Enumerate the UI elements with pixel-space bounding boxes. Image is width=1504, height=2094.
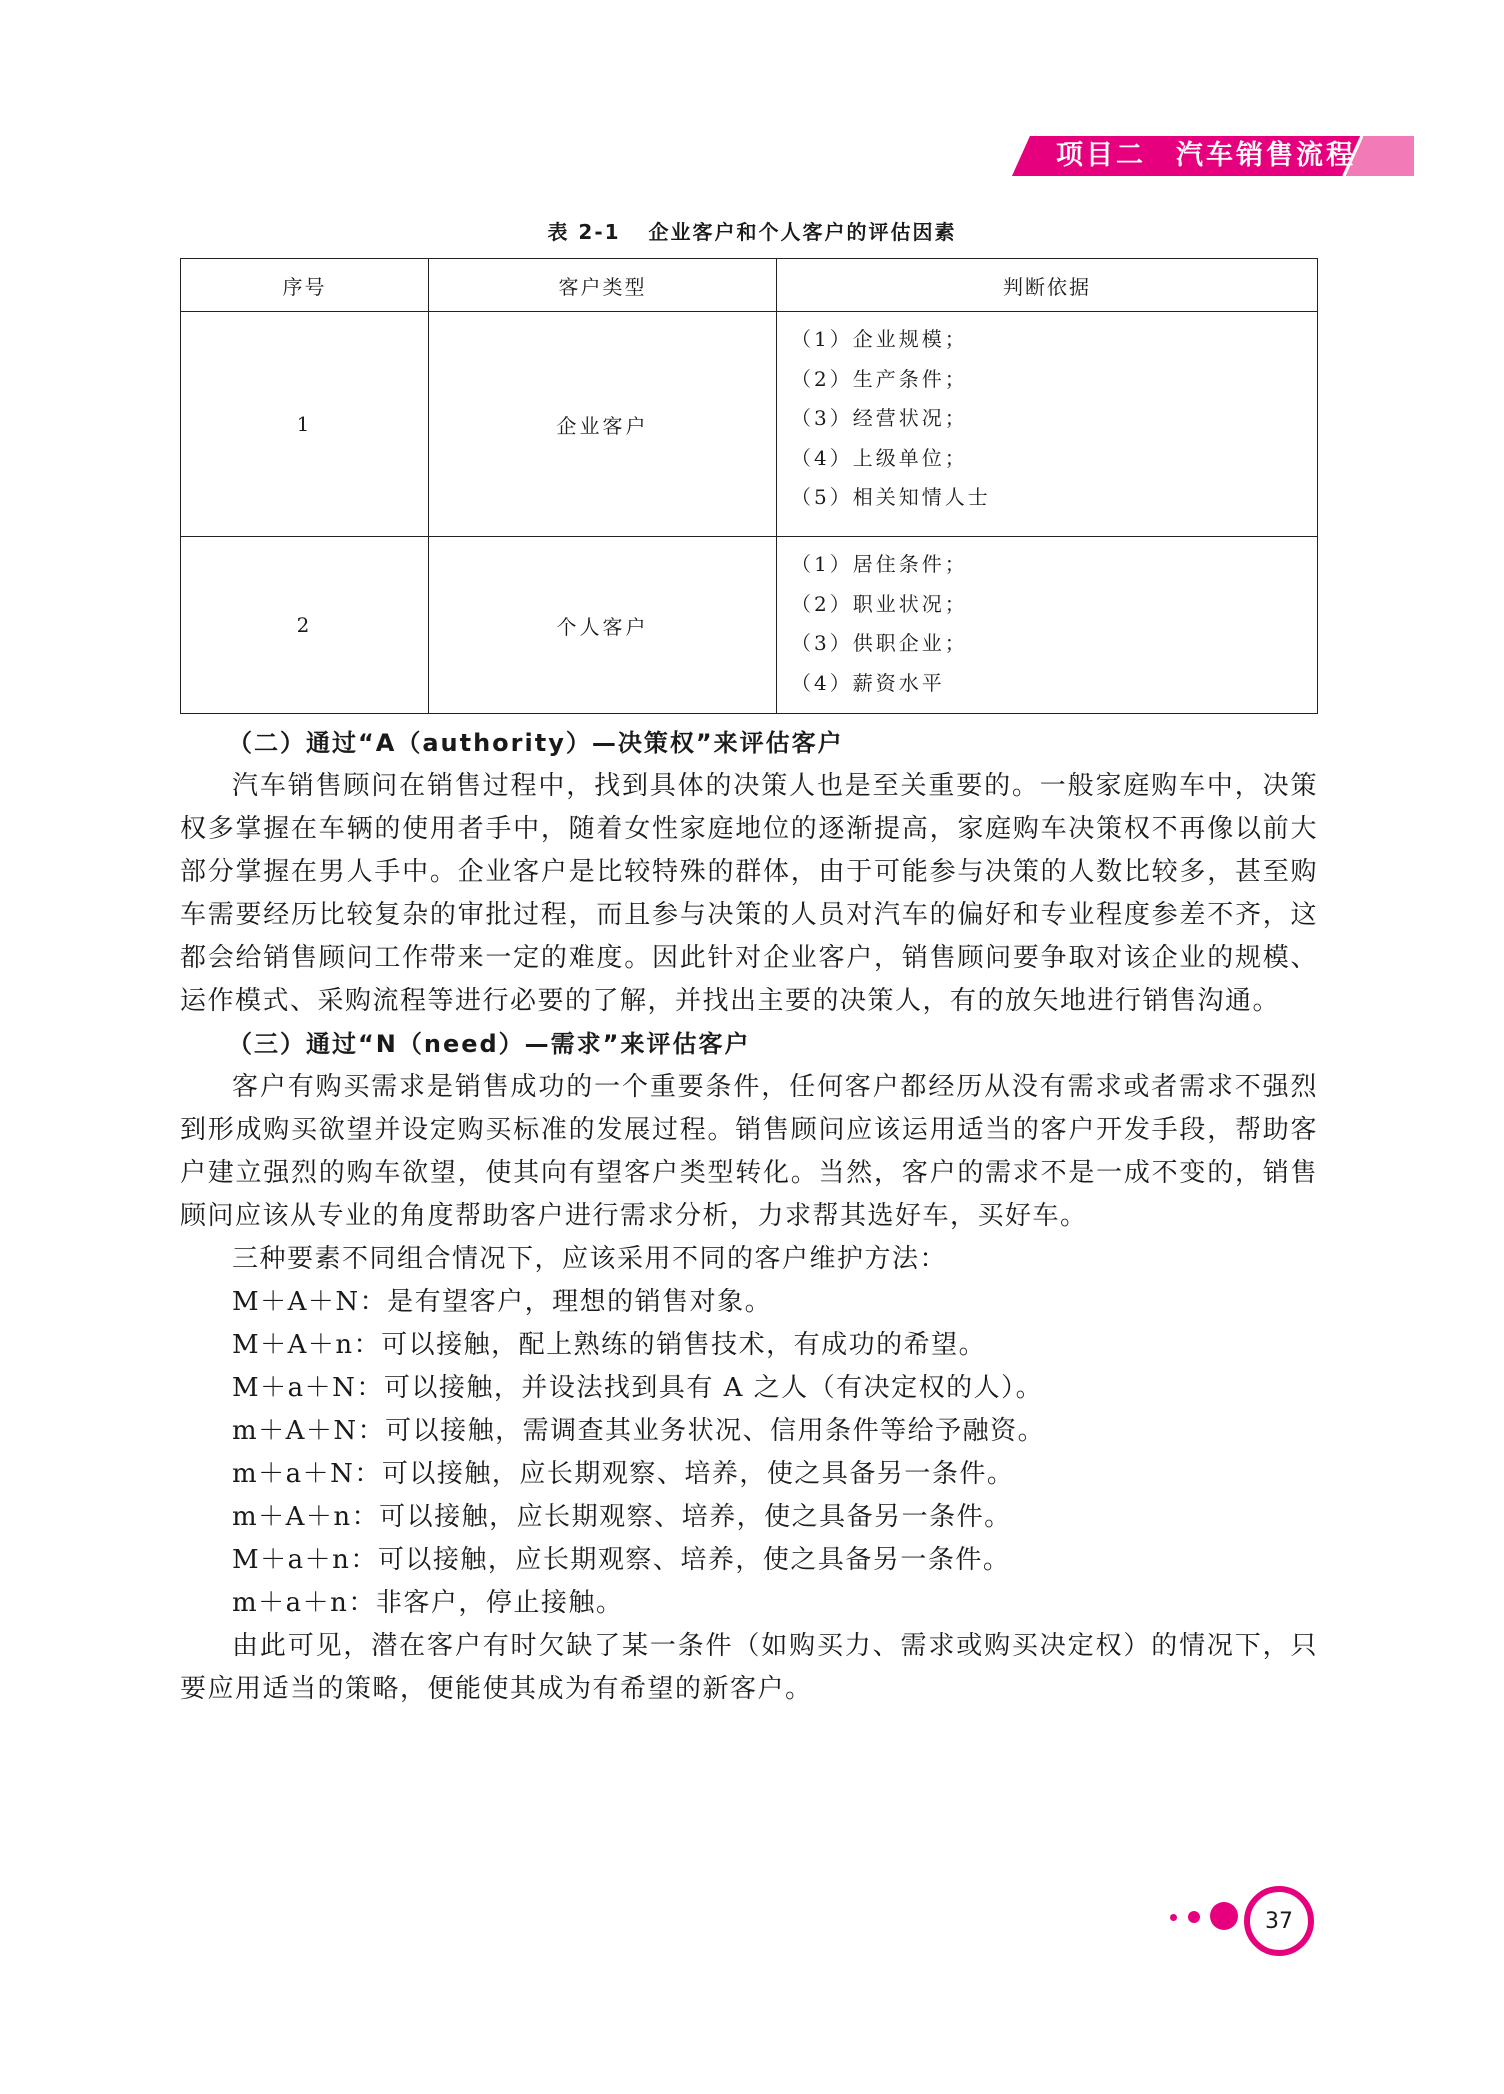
table-row — [181, 312, 1318, 537]
criteria-item: （2）生产条件； — [791, 366, 968, 391]
header-criteria: 判断依据 — [777, 259, 1318, 312]
evaluation-table — [180, 258, 1318, 714]
combination-intro: 三种要素不同组合情况下，应该采用不同的客户维护方法： — [232, 1244, 948, 1274]
row-criteria — [777, 537, 1318, 714]
header-number: 序号 — [181, 259, 429, 312]
combination-item: M＋A＋n：可以接触，配上熟练的销售技术，有成功的希望。 — [232, 1330, 987, 1360]
criteria-item: （1）居住条件； — [791, 552, 968, 576]
section-heading-need: （三）通过“N（need）—需求”来评估客户 — [228, 1030, 751, 1058]
row-criteria — [777, 312, 1318, 537]
combination-item: m＋a＋n：非客户，停止接触。 — [232, 1588, 624, 1618]
table-header-row — [181, 259, 1318, 312]
combination-item: M＋a＋n：可以接触，应长期观察、培养，使之具备另一条件。 — [232, 1545, 1011, 1575]
row-customer-type: 个人客户 — [429, 537, 777, 714]
section-heading-authority: （二）通过“A（authority）—决策权”来评估客户 — [228, 729, 844, 757]
decor-dot — [1188, 1911, 1200, 1923]
row-customer-type: 企业客户 — [429, 312, 777, 537]
table-caption-title: 企业客户和个人客户的评估因素 — [648, 220, 957, 244]
criteria-item: （1）企业规模； — [791, 327, 968, 351]
paragraph-need: 客户有购买需求是销售成功的一个重要条件，任何客户都经历从没有需求或者需求不强烈到形成购买欲望并设定购买标准的发展过程。销售顾问应该运用适当的客户开发手段，帮助客户建立强烈的购车欲望，使其向有望客户类型转化。当然，客户的需求不是一成不变的，销售顾问应该从专业的角度帮助客户进行需求分析，力求帮其选好车，买好车。 — [180, 1072, 1318, 1231]
criteria-item: （4）上级单位； — [791, 445, 968, 470]
row-number: 2 — [181, 537, 429, 714]
criteria-item: （3）经营状况； — [791, 406, 968, 430]
page-number: 37 — [1244, 1886, 1314, 1956]
criteria-item: （4）薪资水平 — [791, 670, 945, 695]
row-number: 1 — [181, 312, 429, 537]
criteria-item: （2）职业状况； — [791, 591, 968, 616]
table-row — [181, 537, 1318, 714]
table-caption — [0, 216, 1504, 245]
combination-item: m＋a＋N：可以接触，应长期观察、培养，使之具备另一条件。 — [232, 1459, 1015, 1489]
criteria-item: （3）供职企业； — [791, 631, 968, 655]
paragraph-authority: 汽车销售顾问在销售过程中，找到具体的决策人也是至关重要的。一般家庭购车中，决策权多掌握在车辆的使用者手中，随着女性家庭地位的逐渐提高，家庭购车决策权不再像以前大部分掌握在男人手中。企业客户是比较特殊的群体，由于可能参与决策的人数比较多，甚至购车需要经历比较复杂的审批过程，而且参与决策的人员对汽车的偏好和专业程度参差不齐，这都会给销售顾问工作带来一定的难度。因此针对企业客户，销售顾问要争取对该企业的规模、运作模式、采购流程等进行必要的了解，并找出主要的决策人，有的放矢地进行销售沟通。 — [180, 771, 1318, 1016]
chapter-banner — [1012, 136, 1414, 176]
page-number-badge — [1160, 1880, 1320, 1960]
decor-dot — [1170, 1914, 1177, 1921]
criteria-item: （5）相关知情人士 — [791, 485, 991, 509]
body-text — [180, 722, 1318, 1711]
combination-item: m＋A＋N：可以接触，需调查其业务状况、信用条件等给予融资。 — [232, 1416, 1046, 1446]
table-caption-number: 表 2-1 — [547, 220, 621, 244]
decor-dot — [1210, 1902, 1238, 1930]
combination-item: m＋A＋n：可以接触，应长期观察、培养，使之具备另一条件。 — [232, 1502, 1012, 1532]
combination-item: M＋A＋N：是有望客户，理想的销售对象。 — [232, 1287, 773, 1317]
chapter-title: 项目二 汽车销售流程 — [1056, 140, 1356, 171]
conclusion-paragraph: 由此可见，潜在客户有时欠缺了某一条件（如购买力、需求或购买决定权）的情况下，只要应用适当的策略，便能使其成为有希望的新客户。 — [180, 1631, 1318, 1704]
header-customer-type: 客户类型 — [429, 259, 777, 312]
combination-item: M＋a＋N：可以接触，并设法找到具有 A 之人（有决定权的人）。 — [232, 1373, 1044, 1403]
